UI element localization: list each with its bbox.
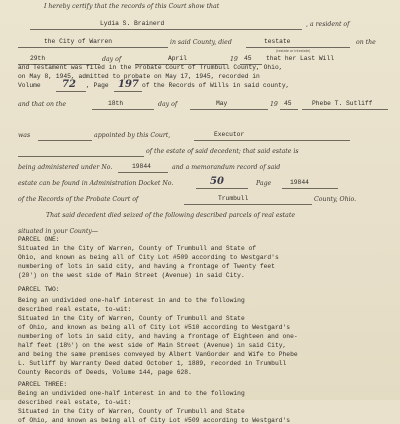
testate-note: (testate or intestate) [276, 49, 311, 53]
county-rule [184, 204, 312, 205]
on-the-label: on the [356, 39, 376, 46]
death-day-of: day of [102, 56, 122, 63]
was-rule [38, 140, 92, 141]
will-line-2: on May 8, 1945, admitted to probate on May 17, 1945, recorded in [18, 73, 260, 80]
docket-number: 50 [210, 176, 224, 187]
parcel-two-line: Being an undivided one-half interest in and to the following [18, 297, 245, 304]
appointment-year: 45 [284, 100, 292, 107]
records-of-wills-text: of the Records of Wills in said county, [142, 82, 290, 89]
parcel-two-line: half feet (18½') on the west side of Main Street (Avenue) in said City, [18, 342, 287, 349]
appointment-year-prefix: 19 [270, 101, 278, 108]
estate-blank-rule [18, 156, 144, 157]
seized-line-1: That said decedent died seized of the following described parcels of real estate [46, 212, 296, 219]
record-page-rule [114, 91, 142, 92]
admin-rule [118, 172, 168, 173]
testate-rule [246, 47, 350, 48]
docket-page-rule [282, 188, 338, 189]
death-day: 29th [30, 55, 46, 62]
record-page-number: 197 [118, 79, 139, 90]
parcel-one-line: (20') on the west side of Main Street (Avenue) in said City. [18, 272, 245, 279]
parcel-three-heading: PARCEL THREE: [18, 381, 68, 388]
parcel-two-line: numbering of lots in said city, and having a frontage of Eighteen and one- [18, 333, 298, 340]
admin-label: being administered under No. [18, 164, 113, 171]
parcel-three-line: described real estate, to-wit: [18, 399, 132, 406]
death-year-prefix: 19 [230, 56, 238, 63]
will-line-1: and Testament was filed in the Probate Court of Trumbull County, Ohio, [18, 64, 283, 71]
record-page-label: , Page [86, 82, 109, 89]
parcel-two-line: County Records of Deeds, Volume 144, page 628. [18, 369, 192, 376]
appointment-month-rule [190, 109, 268, 110]
decedent-rule [30, 29, 302, 30]
parcel-one-line: Ohio, and known as being all of City Lot #509 according to Westgard's [18, 254, 279, 261]
decedent-name: Lydia S. Brainerd [100, 20, 165, 27]
role-rule [194, 140, 350, 141]
death-year: 45 [244, 55, 252, 62]
resident-of-label: , a resident of [306, 21, 350, 28]
in-county-label: in said County, died [170, 39, 232, 46]
appointed-label: appointed by this Court, [94, 132, 171, 139]
probate-records-label: of the Records of the Probate Court of [18, 196, 139, 203]
volume-label: Volume [18, 82, 41, 89]
volume-rule [56, 91, 86, 92]
fiduciary-role: Executor [214, 131, 245, 138]
parcel-three-line: Situated in the City of Warren, County of Trumbull and State [18, 408, 245, 415]
residence-rule [18, 47, 168, 48]
fiduciary-name: Phebe T. Sutliff [312, 100, 373, 107]
volume-number: 72 [62, 79, 76, 90]
and-on-label: and that on the [18, 101, 67, 108]
parcel-two-heading: PARCEL TWO: [18, 286, 60, 293]
docket-page-label: Page [256, 180, 272, 187]
parcel-three-line: of Ohio, and known as being all of City Lot #509 according to Westgard's [18, 417, 291, 424]
appointment-day-rule [92, 109, 154, 110]
memo-text: and a memorandum record of said [172, 164, 281, 171]
docket-page-number: 19844 [290, 179, 309, 186]
parcel-three-line: Being an undivided one-half interest in and to the following [18, 390, 245, 397]
county-name: Trumbull [218, 195, 249, 202]
docket-rule [196, 188, 248, 189]
intro-text: I hereby certify that the records of this Court show that [44, 3, 220, 10]
appointment-day-of: day of [158, 101, 178, 108]
appointment-year-rule [280, 109, 298, 110]
parcel-one-heading: PARCEL ONE: [18, 236, 60, 243]
docket-label: estate can be found in Administration Docket No. [18, 180, 174, 187]
fiduciary-rule [302, 109, 388, 110]
was-label: was [18, 132, 31, 139]
appointment-day: 18th [108, 100, 124, 107]
death-month: April [168, 55, 187, 62]
parcel-two-line: and being the same premises conveyed by Albert VanGorder and Wife to Phebe [18, 351, 298, 358]
testate-value: testate [264, 38, 291, 45]
death-tail: that her Last Will [266, 55, 335, 62]
estate-line: of the estate of said decedent; that said estate is [146, 148, 299, 155]
residence-value: the City of Warren [44, 38, 113, 45]
parcel-two-line: Situated in the City of Warren, County of Trumbull and State [18, 315, 245, 322]
parcel-two-line: described real estate, to-wit: [18, 306, 132, 313]
admin-number: 19844 [132, 163, 151, 170]
appointment-month: May [216, 100, 228, 107]
county-ohio-label: County, Ohio. [314, 196, 357, 203]
seized-line-2: situated in your County— [18, 228, 99, 235]
parcel-one-line: Situated in the City of Warren, County of Trumbull and State of [18, 245, 257, 252]
parcel-one-line: numbering of lots in said city, and having a frontage of Twenty feet [18, 263, 275, 270]
parcel-two-line: L. Sutliff by Warranty Deed dated October 1, 1889, recorded in Trumbull [18, 360, 287, 367]
parcel-two-line: of Ohio, and known as being all of City Lot #510 according to Westgard's [18, 324, 291, 331]
